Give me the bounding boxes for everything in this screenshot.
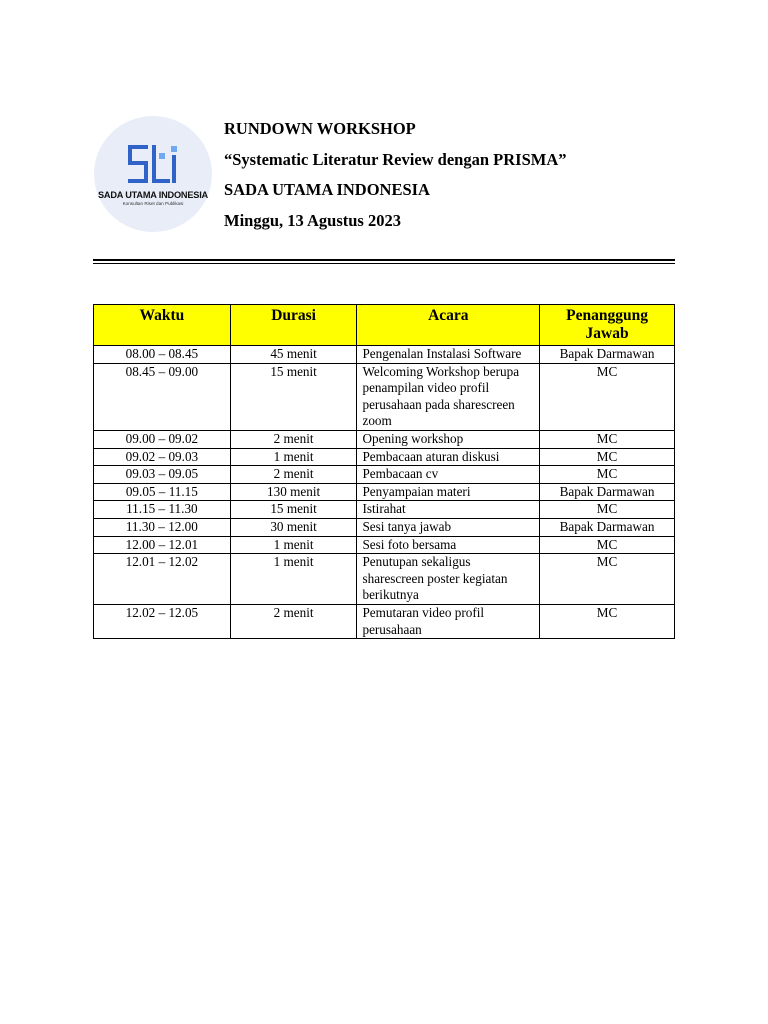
cell-durasi: 2 menit xyxy=(230,430,357,448)
cell-acara: Pembacaan aturan diskusi xyxy=(357,448,540,466)
cell-waktu: 09.05 – 11.15 xyxy=(94,483,231,501)
cell-penanggung-jawab: MC xyxy=(540,501,675,519)
cell-acara: Penyampaian materi xyxy=(357,483,540,501)
cell-waktu: 12.01 – 12.02 xyxy=(94,554,231,605)
table-row xyxy=(94,483,675,501)
table-row xyxy=(94,363,675,430)
cell-acara: Penutupan sekaligus sharescreen poster kegiatan berikutnya xyxy=(357,554,540,605)
table-row xyxy=(94,554,675,605)
cell-acara: Sesi foto bersama xyxy=(357,536,540,554)
header-durasi: Durasi xyxy=(230,305,357,346)
cell-durasi: 1 menit xyxy=(230,536,357,554)
cell-waktu: 09.00 – 09.02 xyxy=(94,430,231,448)
logo-mark-icon xyxy=(126,143,180,185)
cell-waktu: 09.03 – 09.05 xyxy=(94,466,231,484)
cell-acara: Welcoming Workshop berupa penampilan video profil perusahaan pada sharescreen zoom xyxy=(357,363,540,430)
table-row xyxy=(94,448,675,466)
table-row xyxy=(94,346,675,364)
cell-durasi: 15 menit xyxy=(230,501,357,519)
cell-durasi: 130 menit xyxy=(230,483,357,501)
company-logo xyxy=(94,116,212,232)
heading-organizer: SADA UTAMA INDONESIA xyxy=(224,180,430,199)
logo-tagline: Konsultan Riset dan Publikasi xyxy=(122,200,184,206)
rundown-table xyxy=(93,304,675,639)
cell-durasi: 2 menit xyxy=(230,604,357,638)
cell-waktu: 09.02 – 09.03 xyxy=(94,448,231,466)
cell-penanggung-jawab: MC xyxy=(540,363,675,430)
cell-waktu: 12.02 – 12.05 xyxy=(94,604,231,638)
cell-penanggung-jawab: MC xyxy=(540,604,675,638)
cell-durasi: 15 menit xyxy=(230,363,357,430)
header-acara: Acara xyxy=(357,305,540,346)
cell-durasi: 2 menit xyxy=(230,466,357,484)
table-row xyxy=(94,604,675,638)
divider-thick xyxy=(93,259,675,261)
cell-waktu: 08.00 – 08.45 xyxy=(94,346,231,364)
cell-acara: Pemutaran video profil perusahaan xyxy=(357,604,540,638)
cell-acara: Pengenalan Instalasi Software xyxy=(357,346,540,364)
heading-date: Minggu, 13 Agustus 2023 xyxy=(224,210,401,230)
cell-penanggung-jawab: MC xyxy=(540,448,675,466)
header-waktu: Waktu xyxy=(94,305,231,346)
cell-waktu: 11.30 – 12.00 xyxy=(94,518,231,536)
cell-penanggung-jawab: MC xyxy=(540,536,675,554)
table-row xyxy=(94,501,675,519)
table-header-row xyxy=(94,305,675,346)
document-heading xyxy=(224,114,567,236)
cell-durasi: 30 menit xyxy=(230,518,357,536)
cell-penanggung-jawab: MC xyxy=(540,554,675,605)
cell-waktu: 12.00 – 12.01 xyxy=(94,536,231,554)
cell-acara: Sesi tanya jawab xyxy=(357,518,540,536)
header-penanggung-jawab: Penanggung Jawab xyxy=(540,305,675,346)
cell-acara: Opening workshop xyxy=(357,430,540,448)
divider-thin xyxy=(93,263,675,264)
heading-subtitle: “Systematic Literatur Review dengan PRISMA” xyxy=(224,149,567,169)
cell-durasi: 1 menit xyxy=(230,448,357,466)
cell-penanggung-jawab: Bapak Darmawan xyxy=(540,483,675,501)
cell-durasi: 1 menit xyxy=(230,554,357,605)
cell-penanggung-jawab: MC xyxy=(540,466,675,484)
cell-waktu: 11.15 – 11.30 xyxy=(94,501,231,519)
table-row xyxy=(94,430,675,448)
heading-title: RUNDOWN WORKSHOP xyxy=(224,119,416,138)
table-row xyxy=(94,536,675,554)
cell-penanggung-jawab: MC xyxy=(540,430,675,448)
cell-acara: Pembacaan cv xyxy=(357,466,540,484)
table-row xyxy=(94,518,675,536)
table-row xyxy=(94,466,675,484)
cell-penanggung-jawab: Bapak Darmawan xyxy=(540,518,675,536)
cell-penanggung-jawab: Bapak Darmawan xyxy=(540,346,675,364)
cell-durasi: 45 menit xyxy=(230,346,357,364)
logo-name: SADA UTAMA INDONESIA xyxy=(98,189,208,200)
cell-acara: Istirahat xyxy=(357,501,540,519)
cell-waktu: 08.45 – 09.00 xyxy=(94,363,231,430)
